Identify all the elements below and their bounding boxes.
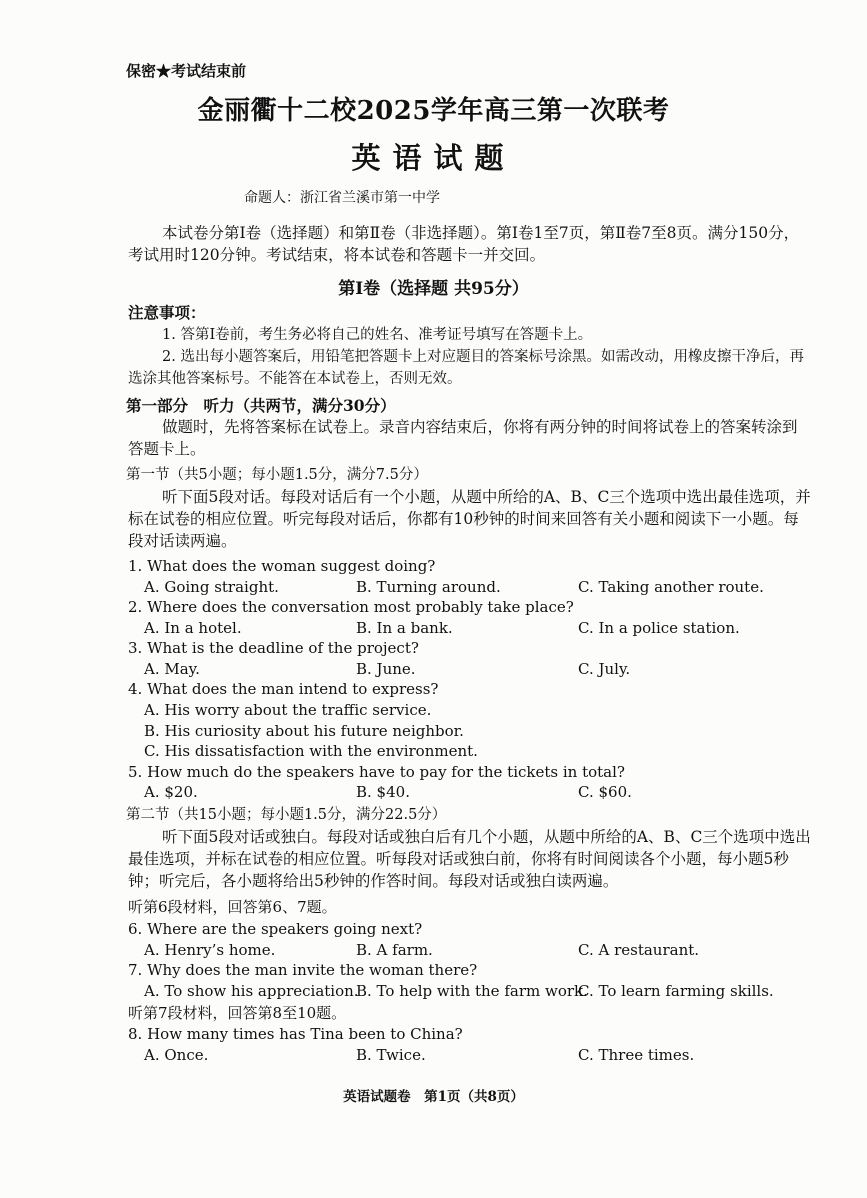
option-b: B. Turning around. (356, 578, 501, 596)
section-1-instructions: 听下面5段对话。每段对话后有一个小题，从题中所给的A、B、C三个选项中选出最佳选项，并标在试卷的相应位置。听完每段对话后，你都有10秒钟的时间来回答有关小题和阅读下一小题。每段对话读两遍。 (128, 488, 811, 550)
section-2-title: 第二节（共15小题；每小题1.5分，满分22.5分） (126, 807, 447, 823)
option-c: C. A restaurant. (578, 941, 700, 959)
option-b: B. Twice. (356, 1046, 426, 1064)
question-stem: 4. What does the man intend to express? (128, 680, 439, 698)
option-c: C. To learn farming skills. (578, 982, 774, 1000)
option-b: B. A farm. (356, 941, 433, 959)
option-b: B. $40. (356, 783, 410, 801)
option-c: C. In a police station. (578, 619, 740, 637)
option-a: A. Going straight. (144, 578, 279, 596)
subject-title: 英语试题 (351, 141, 516, 175)
intro-paragraph: 本试卷分第Ⅰ卷（选择题）和第Ⅱ卷（非选择题）。第Ⅰ卷1至7页，第Ⅱ卷7至8页。满分150分，考试用时120分钟。考试结束，将本试卷和答题卡一并交回。 (128, 224, 800, 264)
option-a: A. Henry’s home. (144, 941, 276, 959)
option-b: B. In a bank. (356, 619, 453, 637)
note-item: 2. 选出每小题答案后，用铅笔把答题卡上对应题目的答案标号涂黑。如需改动，用橡皮擦干净后，再选涂其他答案标号。不能答在本试卷上，否则无效。 (128, 349, 804, 387)
question-stem: 1. What does the woman suggest doing? (128, 557, 436, 575)
section-one-title: 第Ⅰ卷（选择题 共95分） (338, 279, 529, 299)
part-one-body: 做题时，先将答案标在试卷上。录音内容结束后，你将有两分钟的时间将试卷上的答案转涂到答题卡上。 (128, 418, 798, 458)
option-a: A. To show his appreciation. (144, 982, 359, 1000)
option-c: C. $60. (578, 783, 632, 801)
question-stem: 6. Where are the speakers going next? (128, 920, 423, 938)
author-line: 命题人：浙江省兰溪市第一中学 (244, 190, 440, 206)
part-one-title: 第一部分 听力（共两节，满分30分） (126, 396, 396, 415)
option-a: A. May. (144, 660, 200, 678)
section-2-instructions: 听下面5段对话或独白。每段对话或独白后有几个小题，从题中所给的A、B、C三个选项中选出最佳选项，并标在试卷的相应位置。听每段对话或独白前，你将有时间阅读各个小题，每小题5秒钟；听完后，各小题将给出5秒钟的作答时间。每段对话或独白读两遍。 (128, 828, 811, 890)
section-1-title: 第一节（共5小题；每小题1.5分，满分7.5分） (126, 467, 428, 483)
option-b: B. His curiosity about his future neighbor. (144, 722, 464, 740)
option-a: A. His worry about the traffic service. (144, 701, 432, 719)
note-item: 1. 答第Ⅰ卷前，考生务必将自己的姓名、准考证号填写在答题卡上。 (162, 327, 593, 343)
option-a: A. In a hotel. (144, 619, 242, 637)
option-b: B. June. (356, 660, 416, 678)
question-stem: 5. How much do the speakers have to pay for the tickets in total? (128, 763, 625, 781)
option-c: C. His dissatisfaction with the environment. (144, 742, 478, 760)
page-footer: 英语试题卷 第1页（共8页） (343, 1089, 524, 1105)
question-stem: 8. How many times has Tina been to China? (128, 1025, 463, 1043)
material-note: 听第7段材料，回答第8至10题。 (128, 1004, 347, 1022)
notes-title: 注意事项： (128, 303, 206, 322)
question-stem: 2. Where does the conversation most probably take place? (128, 598, 574, 616)
question-stem: 3. What is the deadline of the project? (128, 639, 419, 657)
option-a: A. Once. (144, 1046, 209, 1064)
question-stem: 7. Why does the man invite the woman there? (128, 961, 478, 979)
option-c: C. Taking another route. (578, 578, 764, 596)
option-c: C. Three times. (578, 1046, 695, 1064)
material-note: 听第6段材料，回答第6、7题。 (128, 898, 337, 916)
exam-title: 金丽衢十二校2025学年高三第一次联考 (197, 96, 670, 126)
option-a: A. $20. (144, 783, 198, 801)
option-c: C. July. (578, 660, 631, 678)
option-b: B. To help with the farm work. (356, 982, 588, 1000)
confidential-label: 保密★考试结束前 (126, 62, 247, 80)
